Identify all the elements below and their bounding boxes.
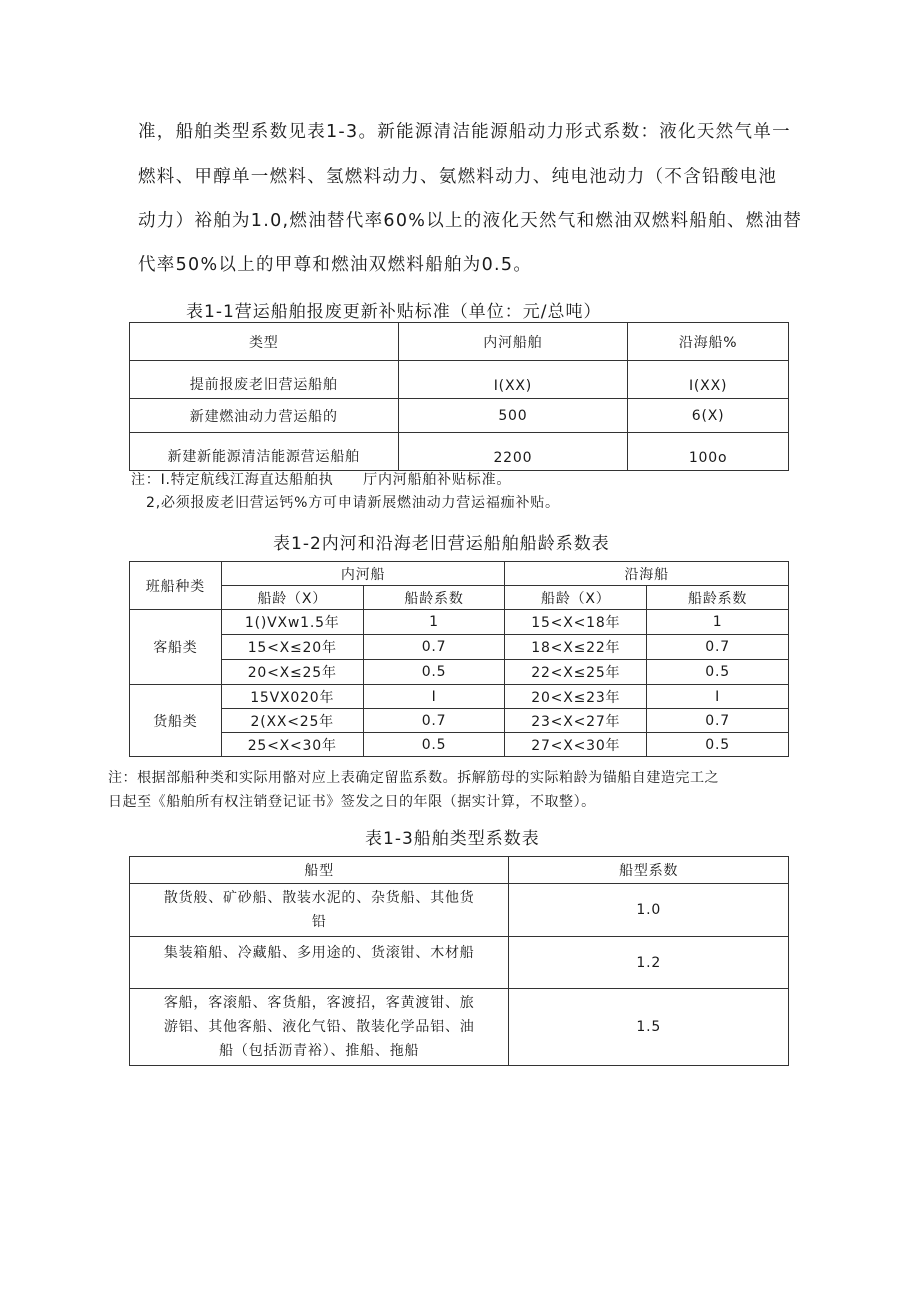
header-coastal-coef: 船龄系数 [647, 586, 789, 610]
category-cargo: 货船类 [130, 685, 222, 757]
coastal-coef: 0.7 [647, 635, 789, 660]
table-row [130, 937, 789, 989]
intro-line-2: 燃料、甲醇单一燃料、氢燃料动力、氨燃料动力、纯电池动力（不含铅酸电池 [138, 167, 778, 187]
header-inland-group: 内河船 [221, 562, 505, 586]
inland-coef: 0.5 [363, 660, 505, 685]
header-ship-category: 班船种类 [130, 562, 222, 610]
row-type: 新建燃油动力营运船的 [130, 399, 399, 433]
header-coastal-age: 船龄（X） [505, 586, 647, 610]
header-inland-coef: 船龄系数 [363, 586, 505, 610]
header-ship-type: 船型 [130, 857, 509, 884]
coastal-age: 22<X≤25年 [505, 660, 647, 685]
header-type: 类型 [130, 323, 399, 361]
coastal-coef: 0.5 [647, 660, 789, 685]
inland-age: 20<X≤25年 [221, 660, 363, 685]
inland-coef: 1 [363, 610, 505, 635]
coastal-coef: I [647, 685, 789, 709]
header-inland-age: 船龄（X） [221, 586, 363, 610]
inland-age: 25<X<30年 [221, 733, 363, 757]
header-type-coef: 船型系数 [509, 857, 789, 884]
inland-age: 15VX020年 [221, 685, 363, 709]
table-row [130, 709, 789, 733]
ship-type-line: 散货般、矿砂船、散装水泥的、杂货船、其他货 [163, 890, 475, 906]
table-header-row [130, 857, 789, 884]
intro-line-3: 动力）裕舶为1.0,燃油替代率60%以上的液化天然气和燃油双燃料船舶、燃油替 [138, 211, 803, 231]
ship-type-line: 集装箱船、冷藏船、多用途的、货滚钳、木材船 [163, 945, 475, 961]
coastal-age: 15<X<18年 [505, 610, 647, 635]
type-coef: 1.0 [509, 884, 789, 937]
ship-type-cell [130, 937, 509, 989]
header-inland: 内河船舶 [398, 323, 628, 361]
table-row [130, 610, 789, 635]
row-coastal: 6(X) [628, 399, 789, 433]
ship-type-line: 船（包括沥青裕）、推船、拖船 [219, 1043, 420, 1059]
inland-coef: I [363, 685, 505, 709]
coastal-coef: 1 [647, 610, 789, 635]
table-header-row [130, 562, 789, 586]
ship-type-cell [130, 884, 509, 937]
ship-type-line: 游铝、其他客船、液化气铅、散装化学品铝、油 [163, 1019, 475, 1035]
row-inland: I(XX) [398, 361, 628, 399]
row-type: 提前报废老旧营运船舶 [130, 361, 399, 399]
coastal-age: 27<X<30年 [505, 733, 647, 757]
table3-caption: 表1-3船舶类型系数表 [365, 829, 540, 849]
table1-note-1: 注：I.特定航线江海直达船舶执 厅内河船舶补贴标准。 [131, 472, 512, 488]
table2-note-2: 日起至《船舶所有权注销登记证书》签发之日的年限（据实计算，不取整）。 [108, 794, 596, 810]
coastal-coef: 0.5 [647, 733, 789, 757]
header-coastal-group: 沿海船 [505, 562, 789, 586]
table-header-row [130, 323, 789, 361]
row-type: 新建新能源清洁能源营运船舶 [130, 433, 399, 471]
row-coastal: I(XX) [628, 361, 789, 399]
type-coef: 1.2 [509, 937, 789, 989]
table1-caption: 表1-1营运船舶报废更新补贴标准（单位：元/总吨） [186, 302, 602, 322]
table-row [130, 399, 789, 433]
category-passenger: 客船类 [130, 610, 222, 685]
type-coef: 1.5 [509, 989, 789, 1066]
table1-note-2: 2,必须报废老旧营运钙%方可申请新展燃油动力营运福痂补贴。 [146, 495, 560, 511]
inland-age: 15<X≤20年 [221, 635, 363, 660]
coastal-age: 23<X<27年 [505, 709, 647, 733]
row-inland: 2200 [398, 433, 628, 471]
table-row [130, 660, 789, 685]
table-row [130, 685, 789, 709]
inland-coef: 0.7 [363, 635, 505, 660]
ship-type-line: 铅 [311, 914, 327, 930]
inland-coef: 0.7 [363, 709, 505, 733]
table-row [130, 433, 789, 471]
inland-coef: 0.5 [363, 733, 505, 757]
row-inland: 500 [398, 399, 628, 433]
header-coastal: 沿海船% [628, 323, 789, 361]
ship-type-line: 客船，客滚船、客货船，客渡招，客黄渡钳、旅 [163, 995, 475, 1011]
coastal-age: 20<X≤23年 [505, 685, 647, 709]
subsidy-standard-table [129, 322, 789, 471]
ship-age-coefficient-table [129, 561, 789, 757]
intro-line-4: 代率50%以上的甲尊和燃油双燃料船舶为0.5。 [138, 255, 533, 275]
table-row [130, 733, 789, 757]
table-row [130, 989, 789, 1066]
ship-type-cell [130, 989, 509, 1066]
table-row [130, 884, 789, 937]
table-row [130, 635, 789, 660]
coastal-age: 18<X≤22年 [505, 635, 647, 660]
table-row [130, 361, 789, 399]
intro-line-1: 准，船舶类型系数见表1-3。新能源清洁能源船动力形式系数：液化天然气单一 [138, 122, 791, 142]
coastal-coef: 0.7 [647, 709, 789, 733]
ship-type-coefficient-table [129, 856, 789, 1066]
table2-caption: 表1-2内河和沿海老旧营运船舶船龄系数表 [273, 534, 610, 554]
table-subheader-row [130, 586, 789, 610]
table2-note-1: 注：根据部船种类和实际用骼对应上表确定留监系数。拆解筋母的实际粕龄为锚船自建造完工之 [108, 770, 720, 786]
row-coastal: 100o [628, 433, 789, 471]
inland-age: 2(XX<25年 [221, 709, 363, 733]
inland-age: 1()VXw1.5年 [221, 610, 363, 635]
